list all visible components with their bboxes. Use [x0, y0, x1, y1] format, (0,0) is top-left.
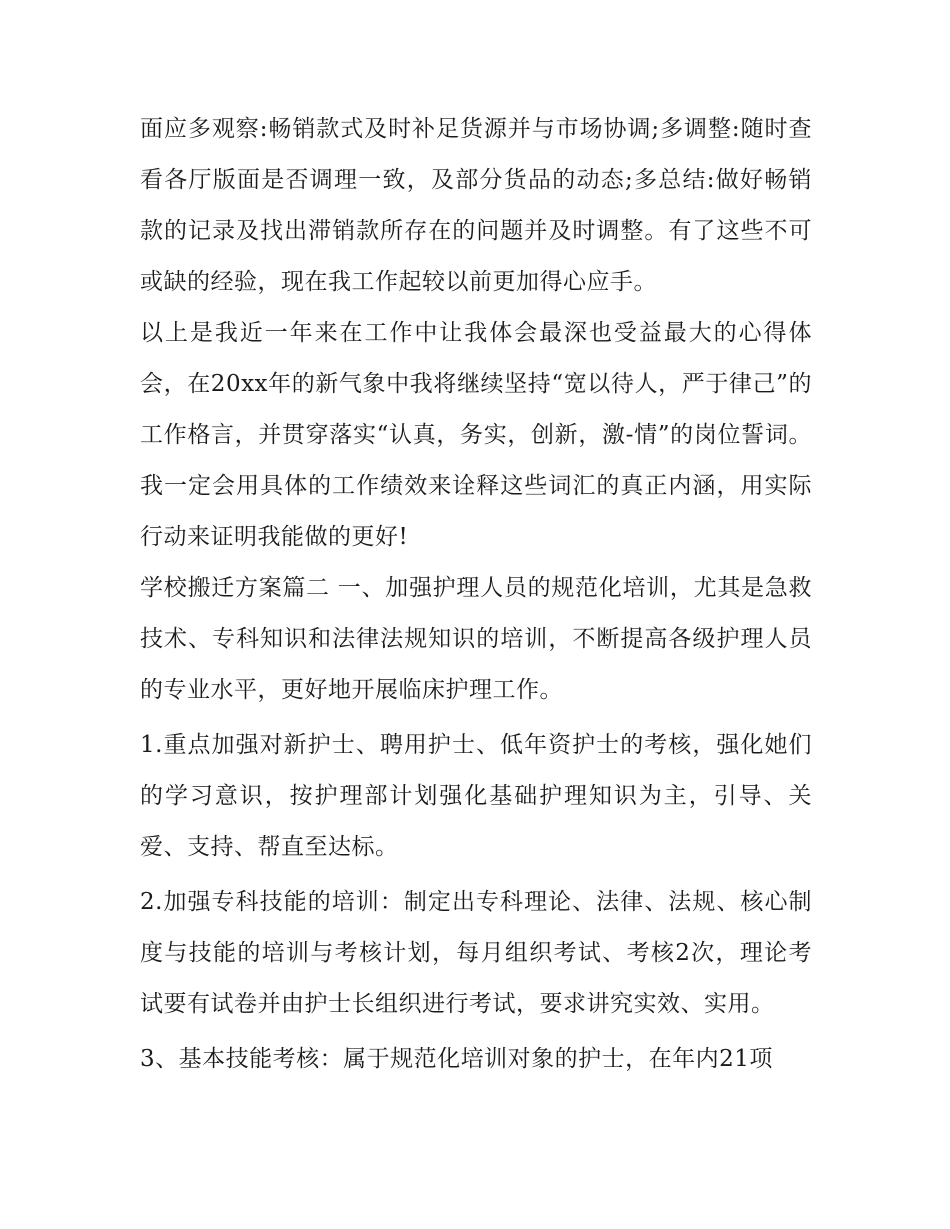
- paragraph-1: 面应多观察:畅销款式及时补足货源并与市场协调;多调整:随时查看各厅版面是否调理一致，及部分货品的动态;多总结:做好畅销款的记录及找出滞销款所存在的问题并及时调整。有了这些不可或缺的经验，现在我工作起较以前更加得心应手。: [140, 116, 812, 295]
- paragraph-6: 3、基本技能考核：属于规范化培训对象的护士，在年内21项: [140, 1046, 773, 1072]
- document-body: [140, 104, 812, 1089]
- paragraph-3: 学校搬迁方案篇二 一、加强护理人员的规范化培训，尤其是急救技术、专科知识和法律法规知识的培训，不断提高各级护理人员的专业水平，更好地开展临床护理工作。: [140, 575, 812, 703]
- paragraph-4: 1.重点加强对新护士、聘用护士、低年资护士的考核，强化她们的学习意识，按护理部计划强化基础护理知识为主，引导、关爱、支持、帮直至达标。: [140, 732, 812, 860]
- paragraph-2: 以上是我近一年来在工作中让我体会最深也受益最大的心得体会，在20xx年的新气象中我将继续坚持“宽以待人，严于律己”的工作格言，并贯穿落实“认真，务实，创新，激-情”的岗位誓词。我一定会用具体的工作绩效来诠释这些词汇的真正内涵，用实际行动来证明我能做的更好!: [140, 320, 812, 550]
- paragraph-5: 2.加强专科技能的培训：制定出专科理论、法律、法规、核心制度与技能的培训与考核计划，每月组织考试、考核2次，理论考试要有试卷并由护士长组织进行考试，要求讲究实效、实用。: [140, 889, 812, 1017]
